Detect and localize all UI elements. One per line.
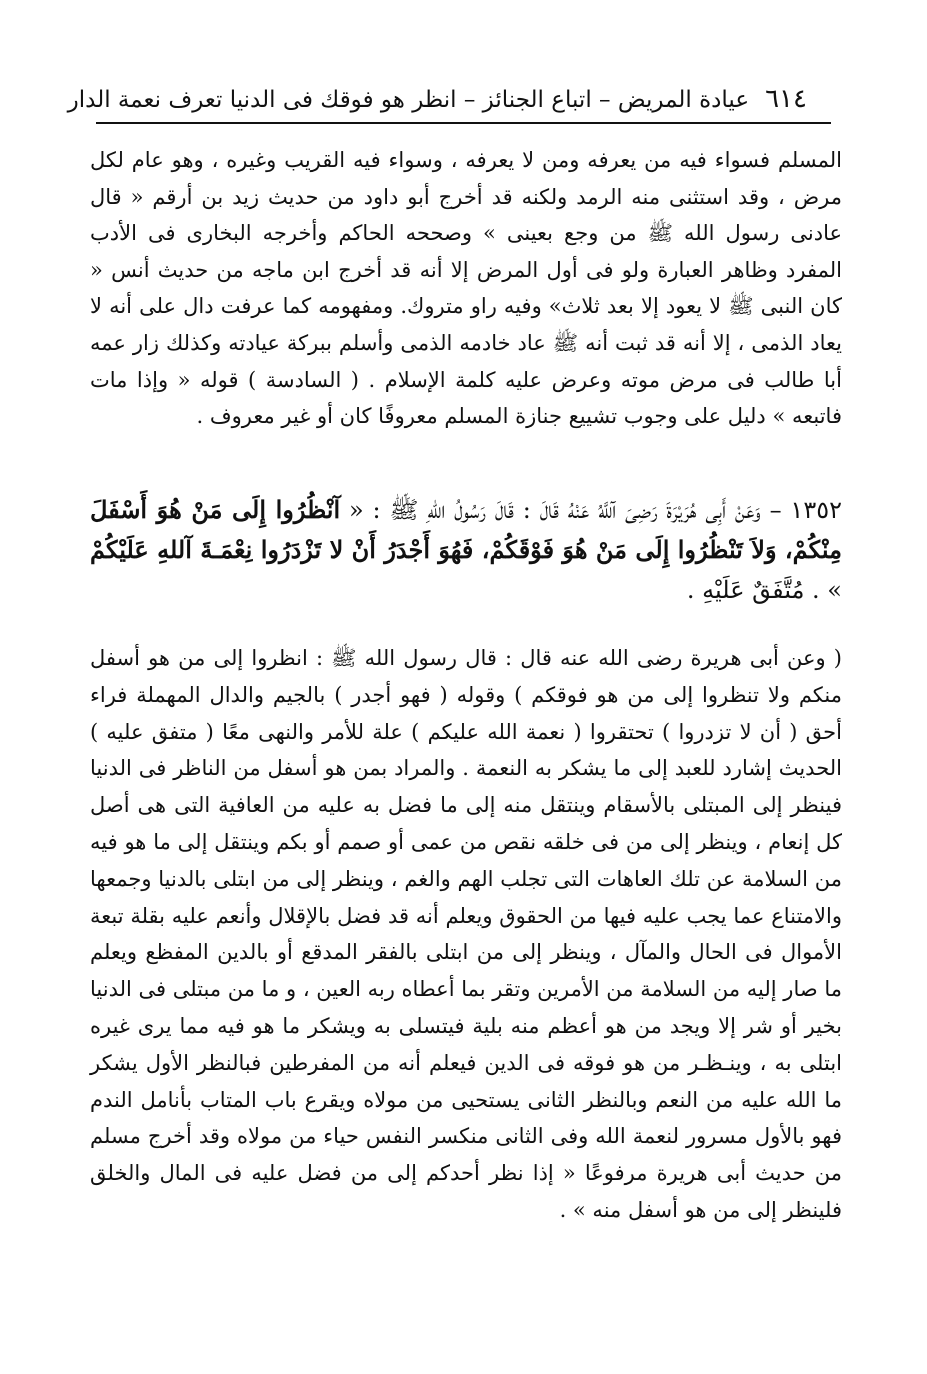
header-content: [68, 84, 807, 114]
hadith-outro: » . مُتَّفَقٌ عَلَيْهِ .: [686, 576, 842, 604]
commentary-text-2: ( وعن أبى هريرة رضى الله عنه قال : قال رسول الله ﷺ : انظروا إلى من هو أسفل منكم ولا تنظروا إلى من هو فوقكم ) وقوله ( فهو أجدر ) بالجيم والدال المهملة فراء أحق ( أن لا تزدروا ) تحتقروا ( نعمة الله عليكم ) علة للأمر والنهى معًا ( متفق عليه ) الحديث إشارد للعبد إلى ما يشكر به النعمة . والمراد بمن هو أسفل من الناظر فى الدنيا فينظر إلى المبتلى بالأسقام وينتقل منه إلى ما فضل به عليه من العافية التى هى أصل كل إنعام ، وينظر إلى من فى خلقه نقص من عمى أو صمم أو بكم وينتقل إلى ما هو فيه من السلامة عن تلك العاهات التى تجلب الهم والغم ، وينظر إلى من ابتلى بالدنيا وجمعها والامتناع عما يجب عليه فيها من الحقوق ويعلم أنه قد فضل بالإقلال وأنعم عليه بقلة تبعة الأموال فى الحال والمآل ، وينظر إلى من ابتلى بالفقر المدقع أو بالدين المفظع ويعلم ما صار إليه من السلامة من الأمرين وتقر بما أعطاه ربه العين ، و ما من مبتلى فى الدنيا بخير أو شر إلا ويجد من هو أعظم منه بلية فيتسلى به ويشكر ما هو فيه مما يرى غيره ابتلى به ، وينـظـر من هو فوقه فى الدين فيعلم أنه من المفرطين فبالنظر الأول يشكر ما الله عليه من النعم وبالنظر الثانى يستحيى من مولاه ويقرع باب المتاب بأنامل الندم فهو بالأول مسرور لنعمة الله وفى الثانى منكسر النفس حياء من مولاه وقد أخرج مسلم من حديث أبى هريرة مرفوعًا « إذا نظر أحدكم إلى من فضل عليه فى المال والخلق فلينظر إلى من هو أسفل منه » .: [89, 646, 842, 1222]
hadith-paragraph: [90, 490, 842, 610]
hadith-1352: [90, 490, 842, 610]
hadith-intro: ١٣٥٢ – وَعَنْ أَبِى هُرَيْرَةَ رَضِىَ آللَّهُ عَنْهُ قَالَ : قَالَ رَسُولُ اللهِ ﷺ : «: [348, 496, 842, 524]
page-header: [67, 78, 831, 124]
commentary-text-1: المسلم فسواء فيه من يعرفه ومن لا يعرفه ، وسواء فيه القريب وغيره ، وهو عام لكل مرض ، وقد استثنى منه الرمد ولكنه قد أخرج أبو داود من حديث زيد بن أرقم « قال عادنى رسول الله ﷺ من وجع بعينى » وصححه الحاكم وأخرجه البخارى فى الأدب المفرد وظاهر العبارة ولو فى أول المرض إلا أنه قد أخرج ابن ماجه من حديث أنس « كان النبى ﷺ لا يعود إلا بعد ثلاث» وفيه راو متروك. ومفهومه كما عرفت دال على أنه لا يعاد الذمى ، إلا أنه قد ثبت أنه ﷺ عاد خادمه الذمى وأسلم ببركة عيادته وكذلك زار عمه أبا طالب فى مرض موته وعرض عليه كلمة الإسلام . ( السادسة ) قوله « وإذا مات فاتبعه » دليل على وجوب تشييع جنازة المسلم معروفًا كان أو غير معروف .: [90, 148, 842, 429]
running-title: عيادة المريض – اتباع الجنائز – انظر هو فوقك فى الدنيا تعرف نعمة الدار: [67, 87, 750, 113]
commentary-paragraph-1: [90, 142, 842, 435]
commentary-paragraph-2: [90, 640, 842, 1229]
page-number: ٦١٤: [765, 84, 807, 114]
hadith-text: آنْظُرُوا إِلَى مَنْ هُوَ أَسْفَلَ مِنْكُمْ، وَلاَ تَنْظُرُوا إِلَى مَنْ هُوَ فَوْقَكُمْ، فَهُوَ أَجْدَرُ أَنْ لا تَزْدَرُوا نِعْمَـةَ آللهِ عَلَيْكُمْ: [90, 495, 842, 564]
